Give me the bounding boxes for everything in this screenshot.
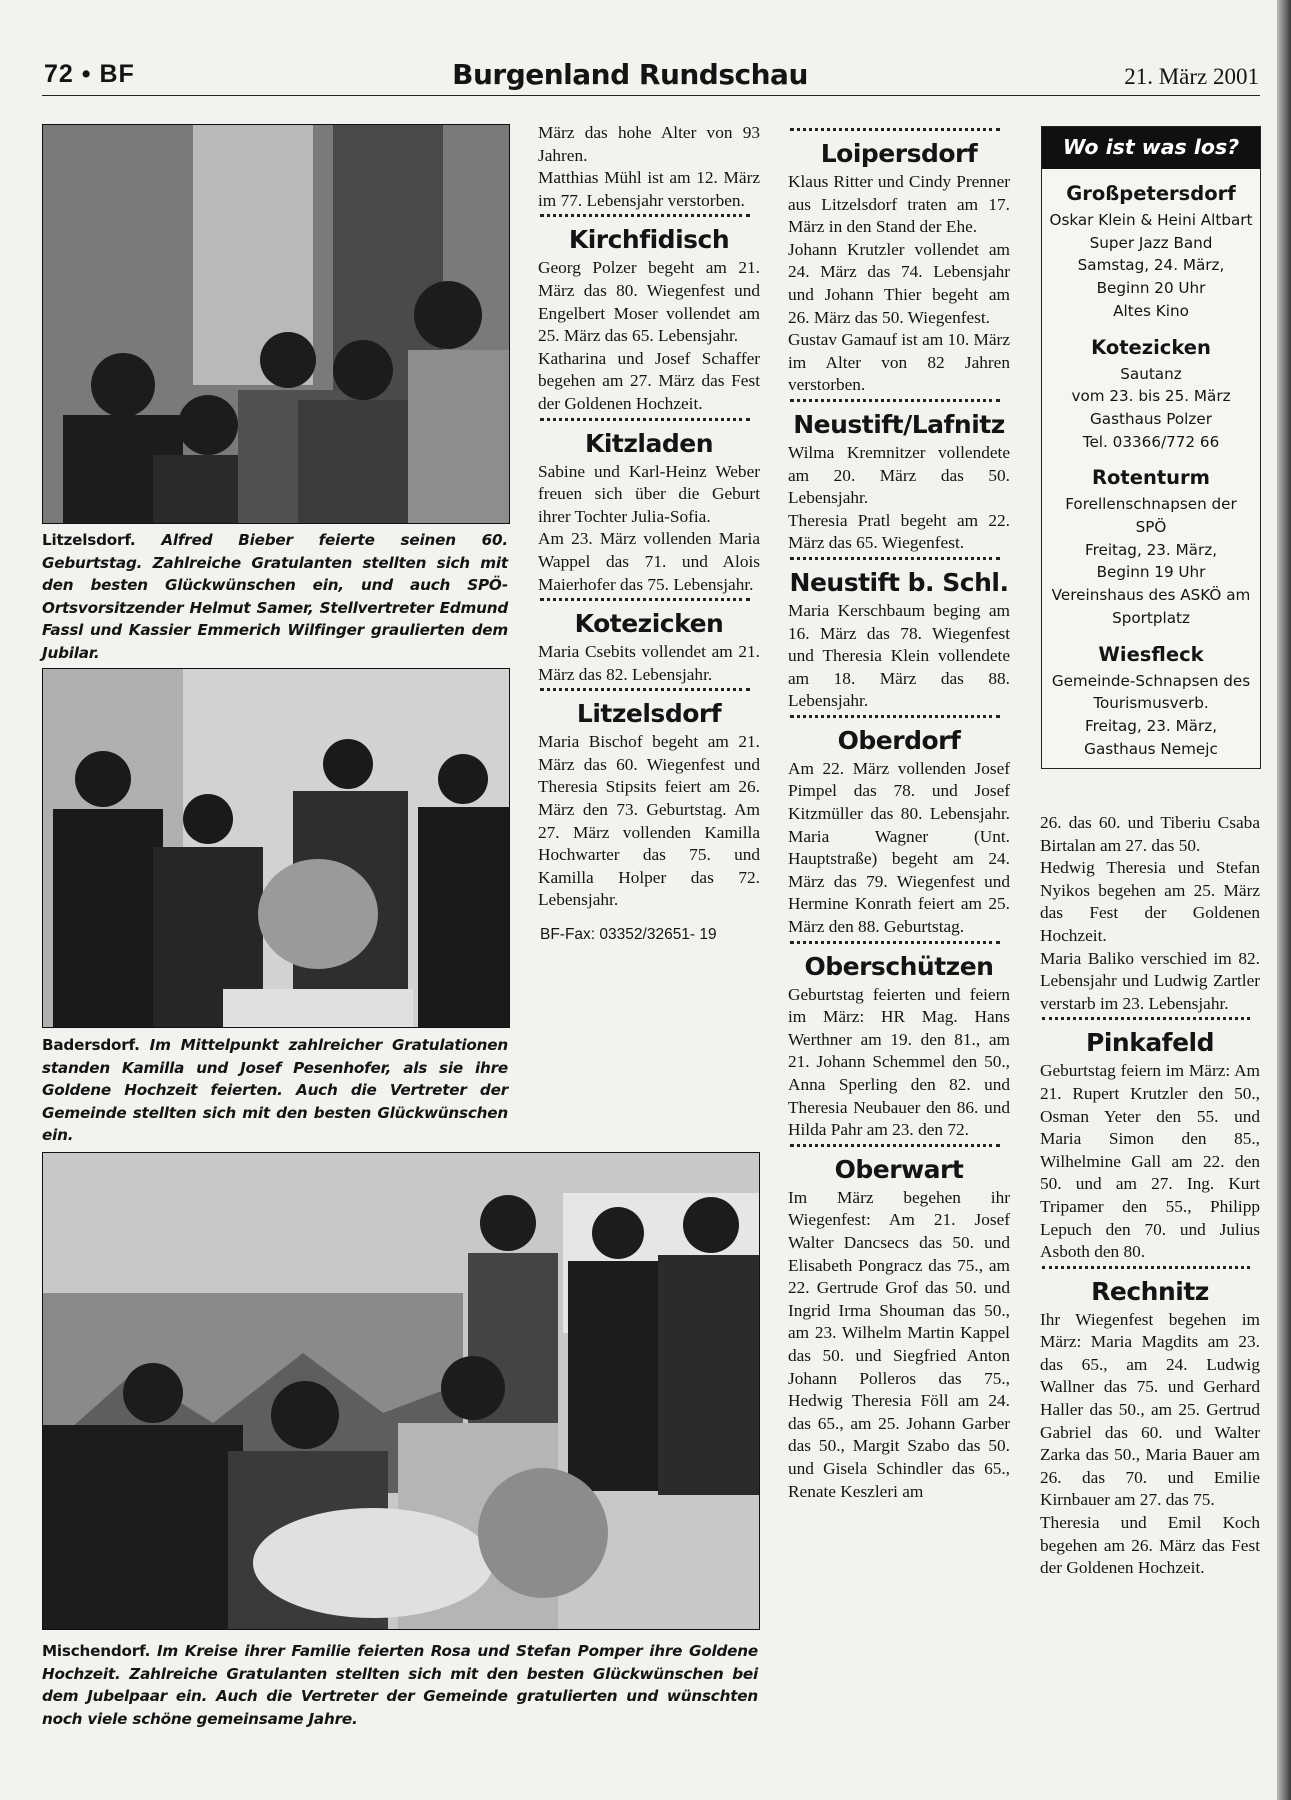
newspaper-title: Burgenland Rundschau	[452, 58, 808, 91]
event-line: Beginn 19 Uhr	[1096, 563, 1206, 582]
events-heading: Wo ist was los?	[1042, 127, 1260, 169]
event-line: Gemeinde-Schnapsen des Tourismusverb.	[1051, 671, 1251, 713]
event-line: Tel. 03366/772 66	[1082, 432, 1220, 451]
section-paragraph: Am 23. März vollenden Maria Wappel das 71. und Alois Maierhofer das 75. Lebensjahr.	[538, 529, 760, 594]
dotted-divider	[540, 418, 750, 427]
header-divider	[42, 95, 1260, 96]
section-paragraph: Maria Bischof begeht am 21. März das 60. Wiegenfest und Theresia Stipsits feiert am 26. März den 73. Geburtstag. Am 27. März vollenden Kamilla Hochwarter das 75. und Kamilla Holper das 72. Lebensjahr.	[538, 732, 760, 910]
col3-intro-3: Maria Baliko verschied im 82. Lebensjahr und Ludwig Zartler verstarb im 23. Lebensjahr.	[1040, 948, 1260, 1013]
event-line: Samstag, 24. März,	[1077, 256, 1225, 275]
page-number: 72 • BF	[44, 60, 135, 88]
scan-edge-shadow	[1277, 0, 1291, 1800]
photo-caption-mischendorf: Mischendorf. Im Kreise ihrer Familie feierten Rosa und Stefan Pomper ihre Goldene Hochzeit. Zahlreiche Gratulanten stellten sich mit den besten Glückwünschen bei dem Jubelpaar ein. Auch die Vertreter der Gemeinde gratulierten und wünschten noch viele schöne gemeinsame Jahre.	[42, 1642, 758, 1728]
dotted-divider	[1042, 1266, 1250, 1275]
col3-intro-1: 26. das 60. und Tiberiu Csaba Birtalan am 27. das 50.	[1040, 813, 1260, 855]
event-place-wiesfleck: Wiesfleck	[1098, 642, 1204, 666]
section-title-neustift-schl: Neustift b. Schl.	[789, 567, 1009, 597]
event-line: Forellenschnapsen der SPÖ	[1065, 495, 1237, 537]
section-paragraph: Johann Krutzler vollendet am 24. März das 74. Lebensjahr und Johann Thier begeht am 26. März das 50. Wiegenfest.	[788, 239, 1010, 327]
event-line: Oskar Klein & Heini Altbart Super Jazz Band	[1049, 211, 1253, 252]
section-paragraph: Maria Kerschbaum beging am 16. März das 78. Wiegenfest und Theresia Klein vollendete am 18. März das 88. Lebensjahr.	[788, 600, 1010, 711]
event-line: Gasthaus Nemejc	[1084, 739, 1218, 758]
section-title-rechnitz: Rechnitz	[1091, 1276, 1209, 1306]
event-line: Sautanz	[1120, 364, 1182, 383]
section-paragraph: Ihr Wiegenfest begehen im März: Maria Magdits am 23. das 65., am 24. Ludwig Wallner das 75. und Gerhard Haller das 50., am 25. Gertrud Gabriel das 60. und Walter Zarka das 50., Maria Bauer am 26. das 70. und Emilie Kirnbauer am 27. das 75.	[1040, 1309, 1260, 1510]
event-line: Altes Kino	[1113, 301, 1189, 320]
section-paragraph: Theresia und Emil Koch begehen am 26. März das Fest der Goldenen Hochzeit.	[1040, 1513, 1260, 1578]
news-column-1	[538, 122, 760, 947]
section-title-oberdorf: Oberdorf	[837, 725, 961, 755]
issue-date: 21. März 2001	[1124, 64, 1259, 89]
section-paragraph: Theresia Pratl begeht am 22. März das 65. Wiegenfest.	[788, 510, 1010, 553]
col1-intro-2: Matthias Mühl ist am 12. März im 77. Lebensjahr verstorben.	[538, 168, 760, 210]
section-paragraph: Wilma Kremnitzer vollendete am 20. März das 50. Lebensjahr.	[788, 442, 1010, 508]
section-title-kotezicken: Kotezicken	[574, 609, 724, 639]
section-paragraph: Gustav Gamauf ist am 10. März im Alter von 82 Jahren verstorben.	[788, 330, 1010, 395]
event-place-grosspetersdorf: Großpetersdorf	[1066, 182, 1236, 205]
section-title-pinkafeld: Pinkafeld	[1086, 1028, 1214, 1058]
section-title-kirchfidisch: Kirchfidisch	[568, 225, 730, 255]
dotted-divider	[790, 399, 1000, 408]
event-line: vom 23. bis 25. März	[1071, 387, 1231, 406]
section-title-loipersdorf: Loipersdorf	[820, 139, 978, 168]
photo-litzelsdorf	[42, 124, 510, 524]
event-place-rotenturm: Rotenturm	[1092, 466, 1210, 490]
section-paragraph: Maria Csebits vollendet am 21. März das 82. Lebensjahr.	[538, 642, 760, 684]
dotted-divider	[1042, 1017, 1250, 1026]
dotted-divider	[540, 688, 750, 697]
dotted-divider	[790, 1144, 1000, 1153]
section-paragraph: Georg Polzer begeht am 21. März das 80. Wiegenfest und Engelbert Moser vollendet am 25. März das 65. Lebensjahr.	[538, 258, 760, 346]
photo-caption-badersdorf: Badersdorf. Im Mittelpunkt zahlreicher Gratulationen standen Kamilla und Josef Pesenhofer, als sie ihre Goldene Hochzeit feierten. Auch die Vertreter der Gemeinde stellten sich mit den besten Glückwünschen ein.	[42, 1036, 508, 1145]
dotted-divider	[790, 557, 1000, 566]
event-line: Freitag, 23. März,	[1084, 716, 1218, 735]
events-box	[1041, 126, 1261, 769]
event-line: Freitag, 23. März,	[1084, 540, 1218, 559]
dotted-divider	[540, 214, 750, 223]
section-paragraph: Geburtstag feierten und feiern im März: HR Mag. Hans Werthner am 19. den 81., am 21. Johann Schemmel den 50., Anna Sperling den 82. und Theresia Neubauer den 86. und Hilda Pahr am 23. den 72.	[788, 984, 1010, 1140]
event-line: Beginn 20 Uhr	[1096, 279, 1206, 298]
section-paragraph: Geburtstag feiern im März: Am 21. Rupert Krutzler den 50., Osman Yeter den 55. und Maria Simon den 85., Wilhelmine Gall am 22. den 50. und am 27. Ing. Kurt Tripamer den 55., Philipp Lepuch den 70. und Julius Asboth den 80.	[1040, 1061, 1260, 1262]
section-paragraph: Sabine und Karl-Heinz Weber freuen sich über die Geburt ihrer Tochter Julia-Sofia.	[538, 461, 760, 526]
section-title-litzelsdorf: Litzelsdorf	[576, 699, 722, 729]
section-title-kitzladen: Kitzladen	[584, 428, 714, 458]
dotted-divider	[790, 715, 1000, 724]
fax-number: BF-Fax: 03352/32651- 19	[540, 926, 717, 944]
dotted-divider	[540, 598, 750, 607]
photo-caption-litzelsdorf: Litzelsdorf. Alfred Bieber feierte seinen 60. Geburtstag. Zahlreiche Gratulanten stellten sich mit den besten Glückwünschen ein, und auch SPÖ-Ortsvorsitzender Helmut Samer, Stellvertreter Edmund Fassl und Kassier Emmerich Wilfinger graulierten dem Jubilar.	[42, 531, 508, 662]
section-title-oberwart: Oberwart	[834, 1154, 964, 1184]
news-column-2	[788, 126, 1010, 1503]
section-title-neustift-lafnitz: Neustift/Lafnitz	[793, 409, 1005, 439]
dotted-divider	[790, 941, 1000, 950]
event-line: Vereinshaus des ASKÖ am Sportplatz	[1051, 586, 1251, 627]
col3-intro-2: Hedwig Theresia und Stefan Nyikos begehen am 25. März das Fest der Goldenen Hochzeit.	[1040, 858, 1260, 945]
photo-mischendorf	[42, 1152, 760, 1630]
col1-intro-1: März das hohe Alter von 93 Jahren.	[538, 123, 760, 165]
section-title-oberschuetzen: Oberschützen	[804, 951, 994, 981]
dotted-divider	[790, 128, 1000, 137]
section-paragraph: Klaus Ritter und Cindy Prenner aus Litzelsdorf traten am 17. März in den Stand der Ehe.	[788, 172, 1010, 237]
photo-badersdorf	[42, 668, 510, 1028]
section-paragraph: Am 22. März vollenden Josef Pimpel das 78. und Josef Kitzmüller das 80. Lebensjahr. Maria Wagner (Unt. Hauptstraße) begeht am 24. März das 79. Wiegenfest und Hermine Konrath feiert am 25. März den 88. Geburtstag.	[788, 758, 1010, 937]
event-line: Gasthaus Polzer	[1090, 409, 1212, 428]
section-paragraph: Katharina und Josef Schaffer begehen am 27. März das Fest der Goldenen Hochzeit.	[538, 348, 760, 413]
event-place-kotezicken: Kotezicken	[1091, 335, 1211, 359]
news-column-3	[1040, 812, 1260, 1580]
section-paragraph: Im März begehen ihr Wiegenfest: Am 21. Josef Walter Dancsecs das 50. und Elisabeth Pongracz das 75., am 22. Gertrude Grof das 50. und Ingrid Irma Shouman das 50., am 23. Wilhelm Martin Kappel das 50. und Siegfried Anton Johann Polleros das 75., Hedwig Theresia Föll am 24. das 65., am 25. Johann Garber das 50., Margit Szabo das 50. und Gisela Schindler das 65., Renate Keszleri am	[788, 1187, 1010, 1501]
